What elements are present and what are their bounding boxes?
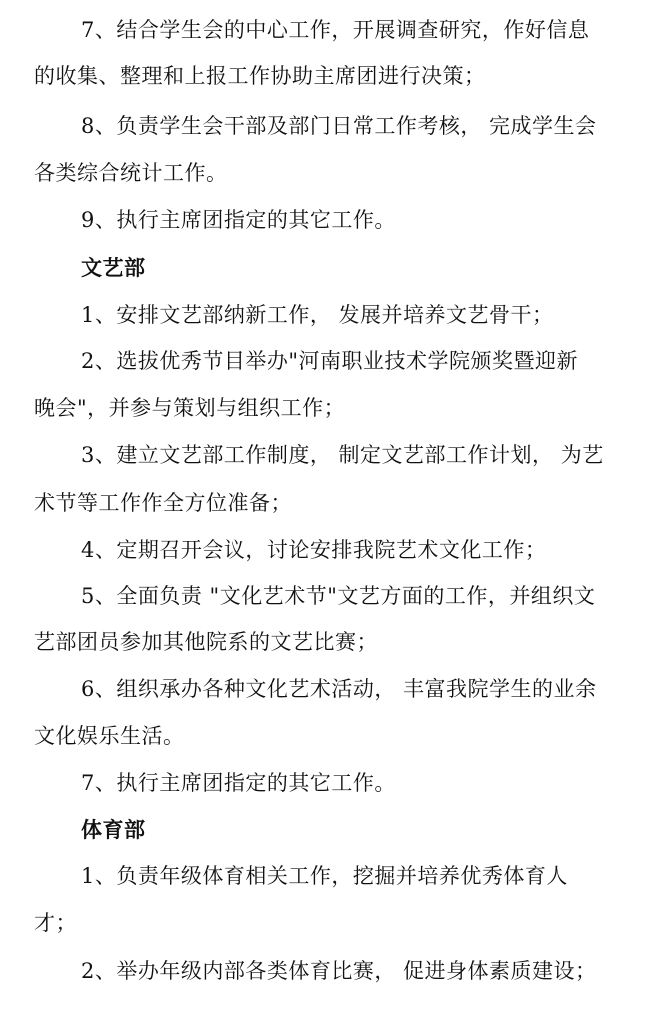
paragraph-line: 7、执行主席团指定的其它工作。 [81, 771, 396, 795]
paragraph-line: 1、负责年级体育相关工作，挖掘并培养优秀体育人 [81, 864, 568, 888]
paragraph-line: 晚会"，并参与策划与组织工作； [34, 396, 346, 420]
paragraph-line: 7、结合学生会的中心工作，开展调查研究，作好信息 [81, 18, 590, 42]
paragraph-line: 3、建立文艺部工作制度， 制定文艺部工作计划， 为艺 [81, 443, 604, 467]
paragraph-line: 6、组织承办各种文化艺术活动， 丰富我院学生的业余 [81, 677, 597, 701]
paragraph-line: 的收集、整理和上报工作协助主席团进行决策； [34, 64, 486, 88]
paragraph-line: 2、举办年级内部各类体育比赛， 促进身体素质建设； [81, 959, 597, 983]
paragraph-line: 5、全面负责 "文化艺术节"文艺方面的工作，并组织文 [81, 584, 596, 608]
paragraph-line: 1、安排文艺部纳新工作， 发展并培养文艺骨干； [81, 303, 554, 327]
paragraph-line: 艺部团员参加其他院系的文艺比赛； [34, 630, 378, 654]
paragraph-line: 术节等工作作全方位准备； [34, 491, 292, 515]
paragraph-line: 8、负责学生会干部及部门日常工作考核， 完成学生会 [81, 114, 597, 138]
document-page [34, 0, 641, 1021]
section-heading-tiyu: 体育部 [81, 818, 146, 842]
paragraph-line: 9、执行主席团指定的其它工作。 [81, 208, 396, 232]
paragraph-line: 才； [34, 911, 77, 935]
paragraph-line: 各类综合统计工作。 [34, 161, 228, 185]
section-heading-wenyi: 文艺部 [81, 256, 146, 280]
paragraph-line: 文化娱乐生活。 [34, 724, 185, 748]
paragraph-line: 2、选拔优秀节目举办"河南职业技术学院颁奖暨迎新 [81, 349, 579, 373]
paragraph-line: 4、定期召开会议，讨论安排我院艺术文化工作； [81, 538, 547, 562]
